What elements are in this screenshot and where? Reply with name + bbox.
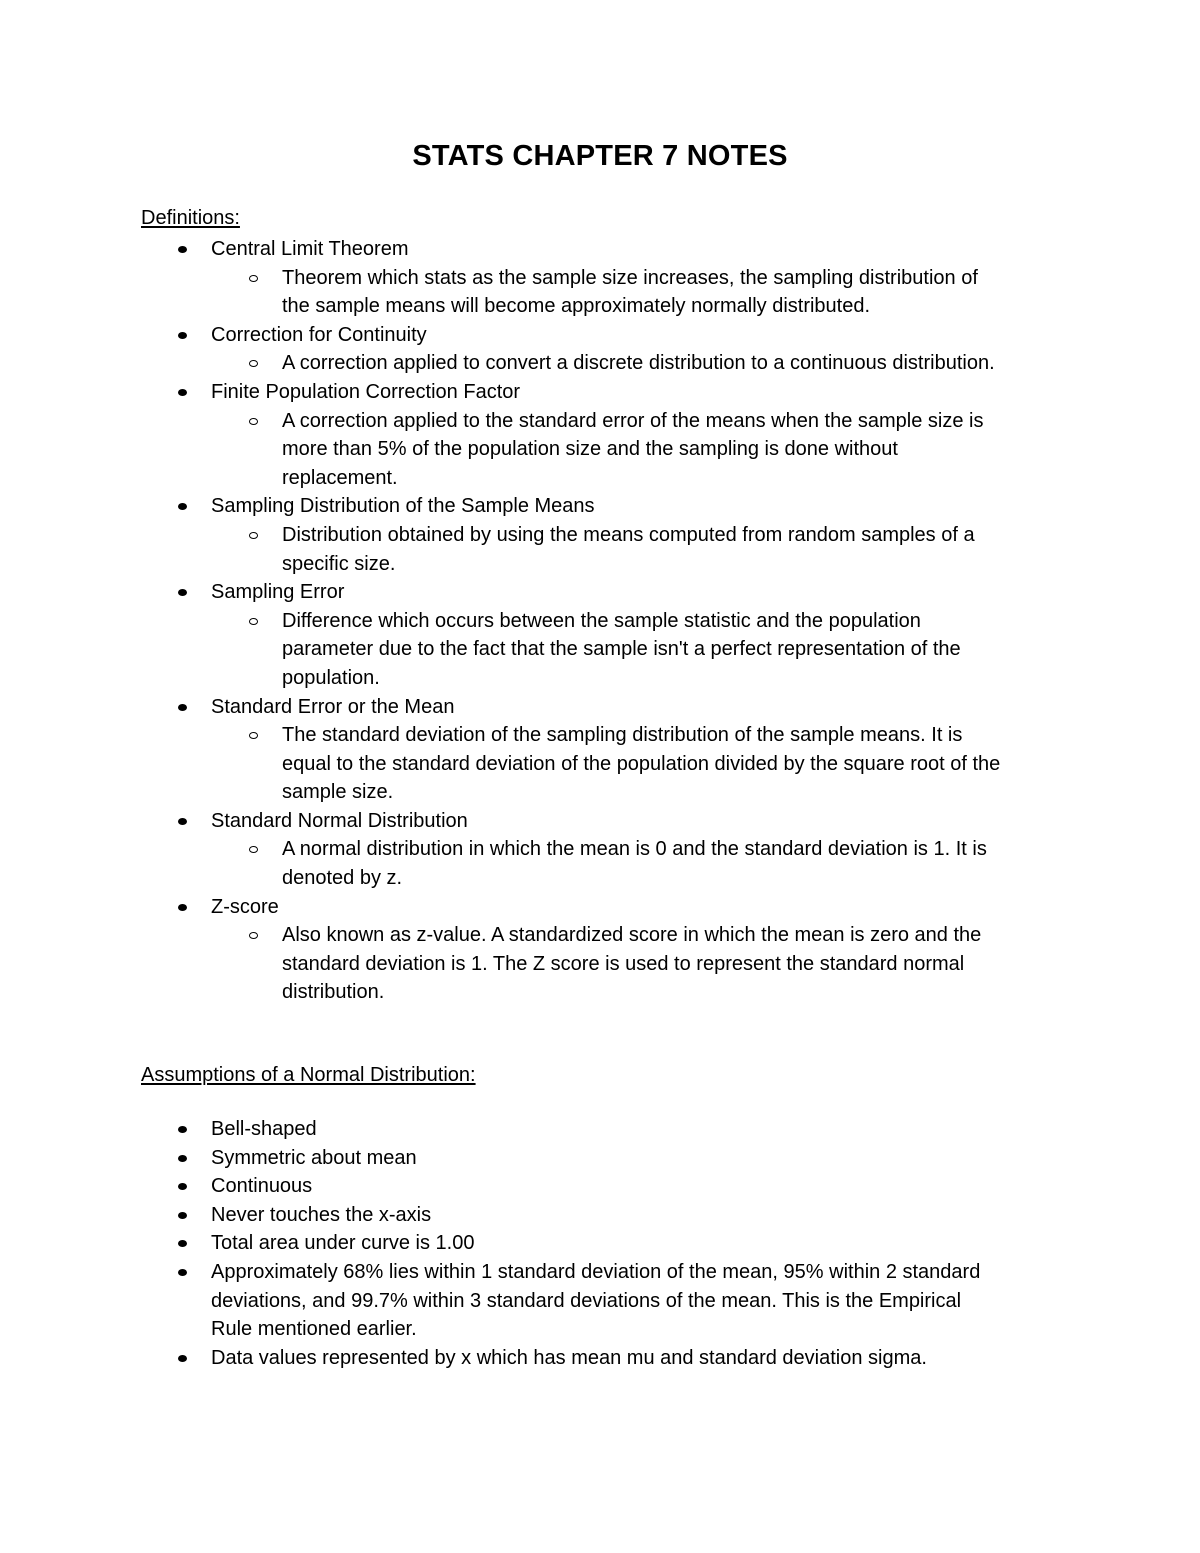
assumption-line [0,1229,1200,1258]
assumption-line [0,1258,1200,1287]
definition-description-line-text: distribution. [282,981,385,1004]
filled-bullet-icon [178,589,187,596]
definition-description-line [0,349,1200,378]
filled-bullet-icon [178,1240,187,1247]
definition-description-line [0,550,1200,579]
assumption-line [0,1344,1200,1373]
assumption-line [0,1201,1200,1230]
definition-description-line-text: Also known as z-value. A standardized score in which the mean is zero and the [282,924,982,947]
assumptions-heading: Assumptions of a Normal Distribution: [141,1064,476,1086]
assumption-line-text: Approximately 68% lies within 1 standard deviation of the mean, 95% within 2 standard [211,1260,981,1283]
hollow-bullet-icon [249,418,258,425]
definition-term [0,693,1200,722]
definition-description-line-text: the sample means will become approximately normally distributed. [282,295,871,318]
assumption-line-text: Never touches the x-axis [211,1203,432,1226]
hollow-bullet-icon [249,275,258,282]
definition-term-text: Finite Population Correction Factor [211,380,521,403]
hollow-bullet-icon [249,846,258,853]
assumption-line-text: Continuous [211,1175,313,1198]
definition-term [0,321,1200,350]
filled-bullet-icon [178,246,187,253]
definition-description-line [0,607,1200,636]
assumption-line [0,1144,1200,1173]
filled-bullet-icon [178,1355,187,1362]
filled-bullet-icon [178,1126,187,1133]
definition-description-line-text: A correction applied to convert a discrete distribution to a continuous distribution. [282,352,995,375]
assumptions-list [0,1115,1200,1372]
definition-description-line-text: Distribution obtained by using the means computed from random samples of a [282,523,975,546]
definition-description-line [0,464,1200,493]
definition-description-line-text: A normal distribution in which the mean is 0 and the standard deviation is 1. It is [282,838,987,861]
definition-term-text: Standard Normal Distribution [211,809,468,832]
definition-term-text: Z-score [211,895,279,918]
definition-description-line-text: parameter due to the fact that the sample isn't a perfect representation of the [282,638,961,661]
definitions-heading: Definitions: [141,207,240,229]
definition-description-line-text: The standard deviation of the sampling distribution of the sample means. It is [282,724,963,747]
definition-description-line-text: equal to the standard deviation of the population divided by the square root of the [282,752,1001,775]
hollow-bullet-icon [249,732,258,739]
definition-term-text: Correction for Continuity [211,323,427,346]
assumption-line [0,1115,1200,1144]
definition-term [0,235,1200,264]
definitions-list [0,235,1200,1007]
hollow-bullet-icon [249,932,258,939]
definition-term-text: Central Limit Theorem [211,238,409,260]
assumption-line [0,1287,1200,1316]
filled-bullet-icon [178,1269,187,1276]
assumption-line-text: deviations, and 99.7% within 3 standard deviations of the mean. This is the Empirical [211,1289,962,1312]
definition-description-line [0,778,1200,807]
definition-description-line-text: more than 5% of the population size and the sampling is done without [282,438,898,461]
definition-description-line-text: population. [282,666,380,689]
definition-term-text: Sampling Error [211,581,345,604]
definition-description-line [0,864,1200,893]
filled-bullet-icon [178,332,187,339]
definition-term [0,807,1200,836]
assumption-line-text: Symmetric about mean [211,1146,417,1169]
hollow-bullet-icon [249,618,258,625]
definition-description-line [0,978,1200,1007]
definition-description-line [0,435,1200,464]
filled-bullet-icon [178,503,187,510]
filled-bullet-icon [178,1155,187,1162]
definition-description-line [0,264,1200,293]
filled-bullet-icon [178,904,187,911]
filled-bullet-icon [178,1183,187,1190]
definition-term [0,378,1200,407]
definition-description-line [0,292,1200,321]
hollow-bullet-icon [249,532,258,539]
definition-term [0,578,1200,607]
definition-description-line-text: replacement. [282,466,398,489]
filled-bullet-icon [178,389,187,396]
definition-description-line [0,950,1200,979]
definition-description-line-text: specific size. [282,552,396,575]
assumption-line-text: Data values represented by x which has mean mu and standard deviation sigma. [211,1346,927,1369]
definition-description-line-text: standard deviation is 1. The Z score is used to represent the standard normal [282,952,965,975]
definition-description-line [0,921,1200,950]
definition-description-line [0,750,1200,779]
definition-description-line [0,635,1200,664]
definition-description-line-text: sample size. [282,781,394,804]
definition-description-line-text: Difference which occurs between the sample statistic and the population [282,609,921,632]
definition-term-text: Standard Error or the Mean [211,695,455,718]
definition-description-line [0,664,1200,693]
filled-bullet-icon [178,818,187,825]
definition-term [0,492,1200,521]
definition-term [0,893,1200,922]
assumption-line [0,1172,1200,1201]
definition-description-line-text: denoted by z. [282,867,403,890]
assumption-line-text: Total area under curve is 1.00 [211,1232,475,1255]
page-title: STATS CHAPTER 7 NOTES [412,140,788,172]
hollow-bullet-icon [249,360,258,367]
definition-description-line [0,521,1200,550]
filled-bullet-icon [178,1212,187,1219]
definition-term-text: Sampling Distribution of the Sample Means [211,495,595,518]
definition-description-line [0,407,1200,436]
assumption-line-text: Rule mentioned earlier. [211,1318,417,1341]
definition-description-line-text: A correction applied to the standard error of the means when the sample size is [282,409,984,432]
assumption-line-text: Bell-shaped [211,1118,317,1140]
assumption-line [0,1315,1200,1344]
filled-bullet-icon [178,704,187,711]
definition-description-line [0,835,1200,864]
definition-description-line [0,721,1200,750]
definition-description-line-text: Theorem which stats as the sample size increases, the sampling distribution of [282,266,978,289]
